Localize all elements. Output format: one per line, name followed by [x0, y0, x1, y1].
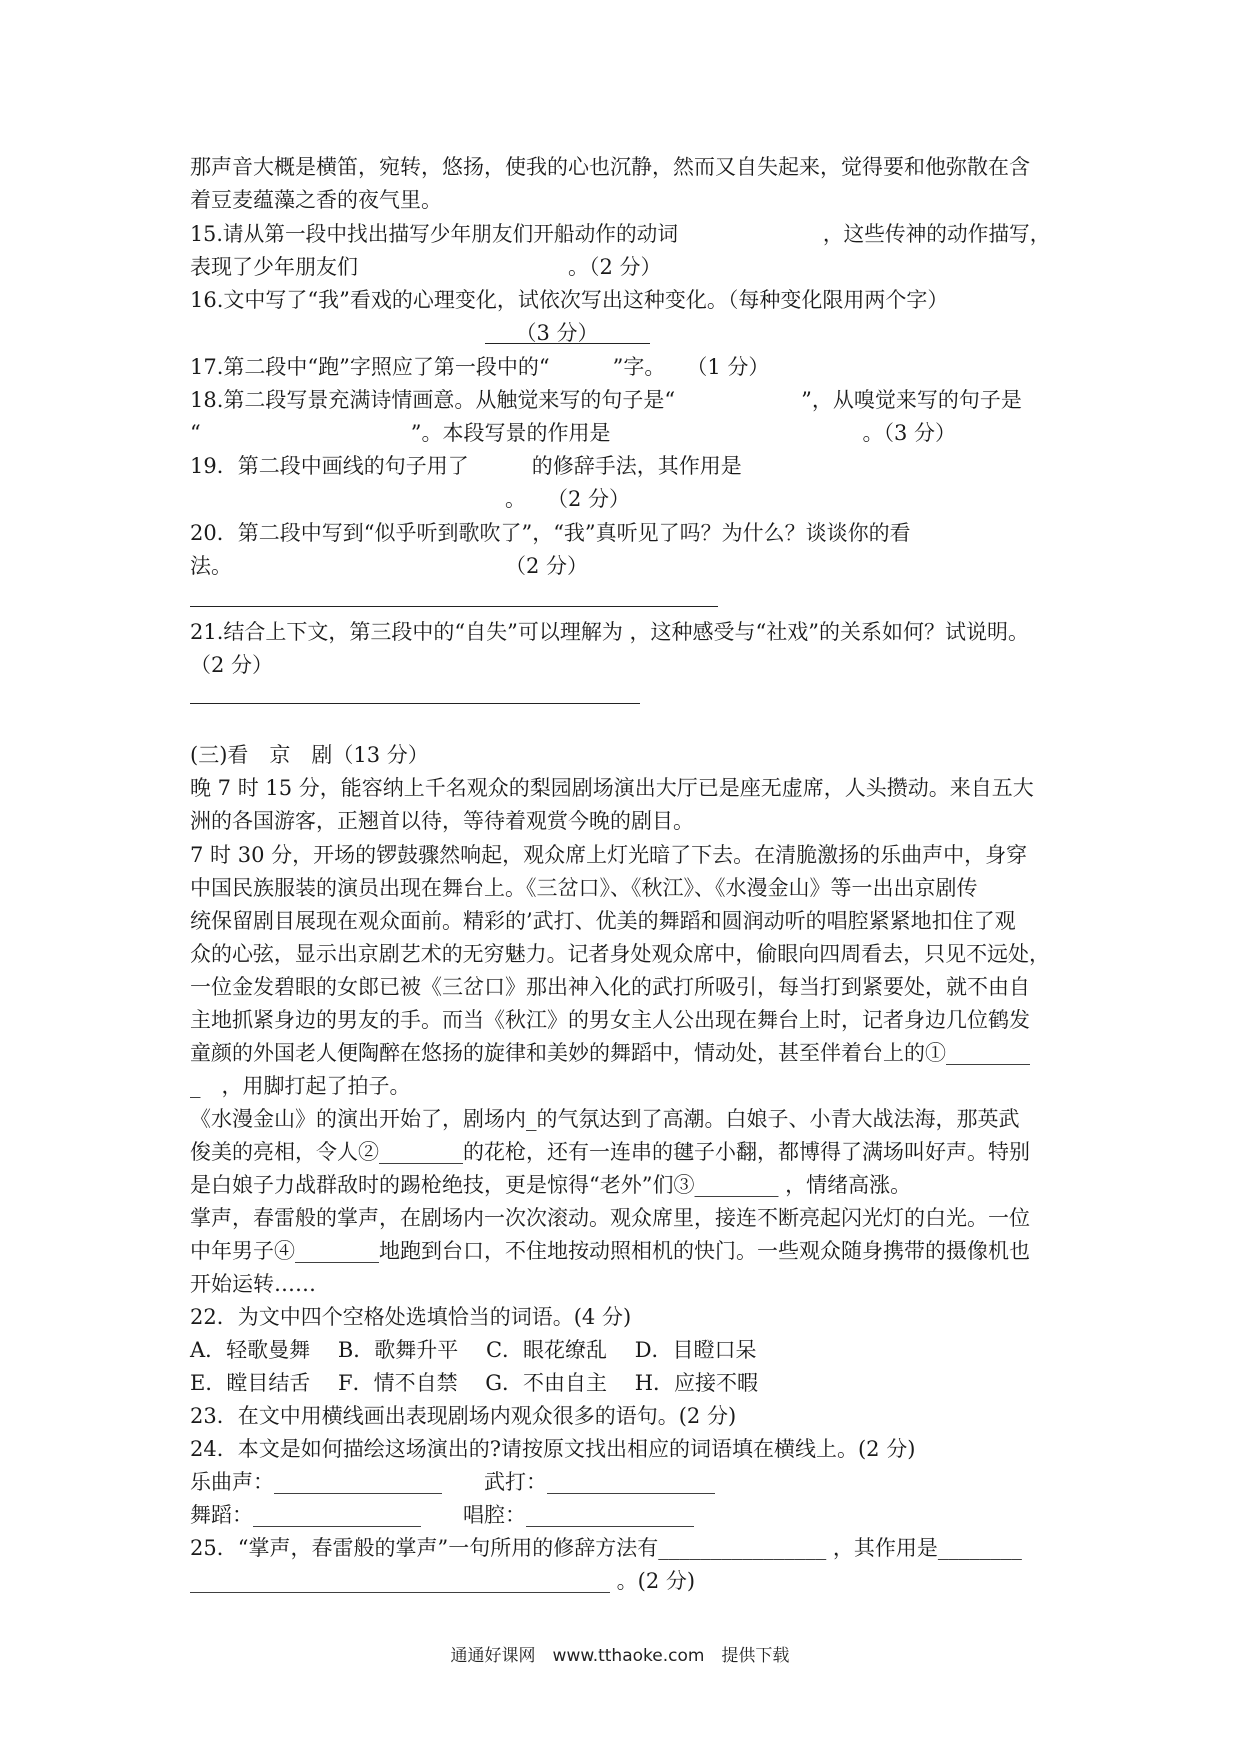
question-22-options: E．瞠目结舌 F．情不自禁 G．不由自主 H．应接不暇	[190, 1371, 759, 1395]
question-21-line: 21.结合上下文，第三段中的“自失”可以理解为 ，这种感受与“社戏”的关系如何？试说明。	[190, 620, 1030, 644]
page-footer: 通通好课网 www.tthaoke.com 提供下载	[450, 1646, 790, 1666]
question-16-line: 16.文中写了“我”看戏的心理变化，试依次写出这种变化。（每种变化限用两个字）	[190, 288, 949, 312]
question-24-answers: 舞蹈：________________ 唱腔：________________	[190, 1503, 694, 1527]
question-15-line: 15.请从第一段中找出描写少年朋友们开船动作的动词 ，这些传神的动作描写，	[190, 222, 1051, 246]
article-line: 童颜的外国老人便陶醉在悠扬的旋律和美妙的舞蹈中，情动处，甚至伴着台上的①________	[190, 1041, 1030, 1065]
article-line: 一位金发碧眼的女郎已被《三岔口》那出神入化的武打所吸引，每当打到紧要处，就不由自	[190, 975, 1030, 999]
article-line: 统保留剧目展现在观众面前。精彩的’武打、优美的舞蹈和圆润动听的唱腔紧紧地扣住了观	[190, 909, 1016, 933]
article-line: 洲的各国游客，正翘首以待，等待着观赏今晚的剧目。	[190, 809, 694, 833]
article-line: 众的心弦，显示出京剧艺术的无穷魅力。记者身处观众席中，偷眼向四周看去，只见不远处，	[190, 942, 1050, 966]
article-line: 7 时 30 分，开场的锣鼓骤然响起，观众席上灯光暗了下去。在清脆激扬的乐曲声中，身穿	[190, 843, 1028, 867]
article-line: 中国民族服装的演员出现在舞台上。《三岔口》、《秋江》、《水漫金山》等一出出京剧传	[190, 876, 978, 900]
question-24-answers: 乐曲声：________________ 武打：________________	[190, 1470, 715, 1494]
question-21-line: （2 分）	[190, 653, 274, 677]
article-line: 俊美的亮相，令人②________的花枪，还有一连串的毽子小翻，都博得了满场叫好声。特别	[190, 1140, 1030, 1164]
answer-line-20	[190, 606, 718, 607]
question-22-options: A．轻歌曼舞 B．歌舞升平 C．眼花缭乱 D．目瞪口呆	[190, 1338, 757, 1362]
question-20-line: 20．第二段中写到“似乎听到歌吹了”，“我”真听见了吗？为什么？谈谈你的看	[190, 521, 911, 545]
article-line: 主地抓紧身边的男友的手。而当《秋江》的男女主人公出现在舞台上时，记者身边几位鹤发	[190, 1008, 1030, 1032]
article-line: 是白娘子力战群敌时的踢枪绝技，更是惊得“老外”们③________ ，情绪高涨。	[190, 1173, 912, 1197]
article-line: 晚 7 时 15 分，能容纳上千名观众的梨园剧场演出大厅已是座无虚席，人头攒动。来自五大	[190, 776, 1034, 800]
question-23-line: 23．在文中用横线画出表现剧场内观众很多的语句。(2 分)	[190, 1404, 737, 1428]
answer-blank-16	[485, 343, 650, 344]
passage-line: 着豆麦蕴藻之香的夜气里。	[190, 188, 442, 212]
article-line: 掌声，春雷般的掌声，在剧场内一次次滚动。观众席里，接连不断亮起闪光灯的白光。一位	[190, 1206, 1030, 1230]
question-17-line: 17.第二段中“跑”字照应了第一段中的“ ”字。 （1 分）	[190, 355, 770, 379]
section-heading: (三)看 京 剧（13 分）	[190, 743, 429, 767]
article-line: _ ，用脚打起了拍子。	[190, 1074, 411, 1098]
question-15-line: 表现了少年朋友们 。（2 分）	[190, 255, 662, 279]
question-25-line: 25．“掌声，春雷般的掌声”一句所用的修辞方法有________________ ，其作用是________	[190, 1536, 1022, 1560]
question-25-line: ________________________________________ 。(2 分)	[190, 1569, 696, 1593]
passage-line: 那声音大概是横笛，宛转，悠扬，使我的心也沉静，然而又自失起来，觉得要和他弥散在含	[190, 155, 1030, 179]
question-20-line: 法。 （2 分）	[190, 554, 589, 578]
article-line: 《水漫金山》的演出开始了，剧场内_的气氛达到了高潮。白娘子、小青大战法海，那英武	[190, 1107, 1020, 1131]
question-18-line: 18.第二段写景充满诗情画意。从触觉来写的句子是“ ”，从嗅觉来写的句子是	[190, 388, 1022, 412]
answer-line-21	[190, 703, 640, 704]
question-16-line: （3 分）	[190, 321, 599, 345]
question-19-line: 19．第二段中画线的句子用了 的修辞手法，其作用是	[190, 454, 742, 478]
question-24-line: 24．本文是如何描绘这场演出的?请按原文找出相应的词语填在横线上。(2 分)	[190, 1437, 916, 1461]
article-line: 中年男子④________地跑到台口，不住地按动照相机的快门。一些观众随身携带的摄像机也	[190, 1239, 1030, 1263]
question-19-line: 。 （2 分）	[190, 487, 631, 511]
question-18-line: “ ”。本段写景的作用是 。（3 分）	[190, 421, 957, 445]
article-line: 开始运转……	[190, 1272, 316, 1296]
question-22-line: 22．为文中四个空格处选填恰当的词语。(4 分)	[190, 1305, 632, 1329]
